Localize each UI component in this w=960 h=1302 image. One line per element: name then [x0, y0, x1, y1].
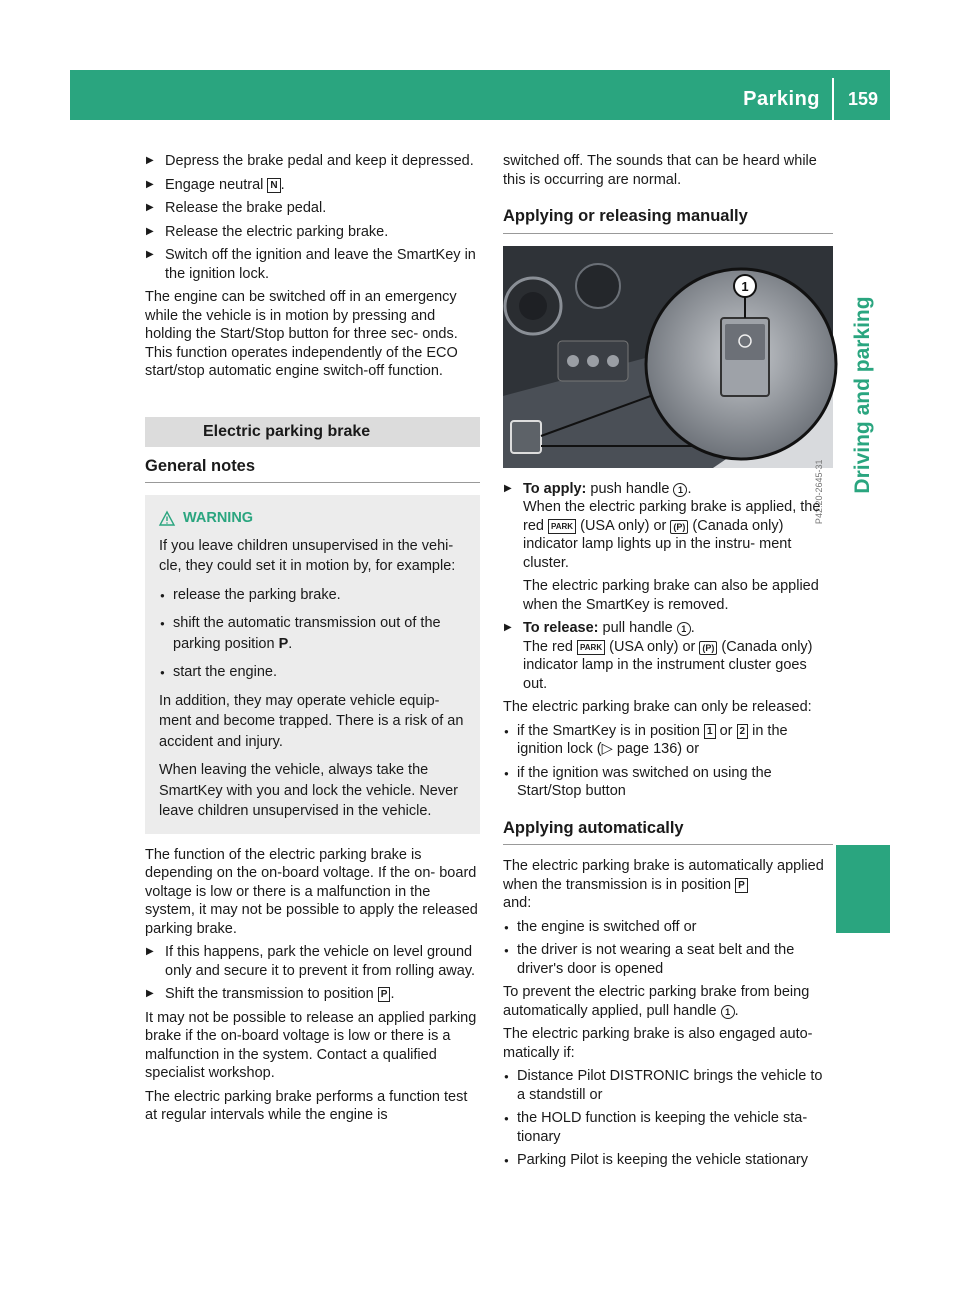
- canada-brake-lamp-icon: (P): [670, 520, 688, 534]
- callout-1-icon: 1: [721, 1005, 735, 1019]
- paragraph: It may not be possible to release an applied parking brake if the on-board voltage is low or there is a malfunction in the system. Contact a qualified specialist workshop.: [145, 1009, 477, 1081]
- warning-paragraph: In addition, they may operate vehicle equip- ment and become trapped. There is a risk of an accident and injury.: [159, 692, 464, 750]
- chapter-label: Driving and parking: [851, 296, 874, 494]
- paragraph: switched off. The sounds that can be heard while this is occurring are normal.: [503, 153, 817, 188]
- cockpit-illustration: [503, 246, 833, 468]
- paragraph: The electric parking brake performs a function test at regular intervals while the engine is: [145, 1088, 468, 1123]
- warning-bullet: ● start the engine.: [159, 662, 470, 683]
- paragraph: The electric parking brake can only be released:: [503, 699, 812, 715]
- step: ▶ Release the brake pedal.: [145, 199, 480, 218]
- subsection-heading: Applying or releasing manually: [503, 207, 833, 234]
- image-code: P42.20-2645-31: [814, 459, 825, 525]
- auto-condition: ● the driver is not wearing a seat belt and the driver's door is opened: [503, 941, 833, 978]
- key-position-1: 1: [704, 724, 716, 739]
- canada-brake-lamp-icon: (P): [699, 641, 717, 655]
- step: ▶ If this happens, park the vehicle on level ground only and secure it to prevent it from rolling away.: [145, 943, 480, 980]
- header-divider: [832, 78, 834, 120]
- paragraph: The engine can be switched off in an emergency while the vehicle is in motion by pressing and holding the Start/Stop button for three sec- onds. This function operates independently of the ECO start/stop automatic engine switch-off function.: [145, 289, 458, 379]
- page-ref-arrow-icon: ▷: [601, 741, 613, 757]
- warning-title: WARNING: [159, 509, 470, 528]
- chapter-marker-block: [836, 845, 890, 933]
- chapter-side-tab: [836, 290, 890, 500]
- paragraph: The electric parking brake is also engaged auto- matically if:: [503, 1026, 813, 1061]
- section-heading: Electric parking brake: [145, 417, 480, 447]
- warning-box: [145, 495, 480, 834]
- callout-1-icon: 1: [673, 483, 687, 497]
- right-column: [503, 152, 833, 1175]
- auto-engage-condition: ● Parking Pilot is keeping the vehicle stationary: [503, 1151, 833, 1170]
- auto-condition: ● the engine is switched off or: [503, 918, 833, 937]
- step: ▶ Depress the brake pedal and keep it depressed.: [145, 152, 480, 171]
- step: ▶ Switch off the ignition and leave the SmartKey in the ignition lock.: [145, 246, 480, 283]
- release-condition: ● if the ignition was switched on using the Start/Stop button: [503, 764, 833, 801]
- warning-intro: If you leave children unsupervised in the vehi- cle, they could set it in motion by, for example:: [159, 537, 456, 574]
- step-apply: ▶ To apply: push handle 1 . When the electric parking brake is applied, the red PARK (USA only) or (P) (Canada only) indicator lamp lights up in the instru- ment cluster. The electric parking brake can also be applied when the SmartKey is removed.: [503, 480, 833, 615]
- park-position-symbol: P: [378, 987, 391, 1002]
- step-release: ▶ To release: pull handle 1 . The red PARK (USA only) or (P) (Canada only) indicator lamp in the instrument cluster goes out.: [503, 619, 833, 693]
- key-position-2: 2: [737, 724, 749, 739]
- svg-text:1: 1: [741, 278, 749, 294]
- page-number: 159: [847, 89, 878, 109]
- left-column: [145, 152, 480, 1130]
- page-header: [70, 70, 890, 120]
- header-title: Parking: [743, 88, 820, 110]
- park-position-symbol: P: [735, 878, 748, 893]
- park-lamp-icon: PARK: [577, 640, 605, 655]
- paragraph: The electric parking brake is automatically applied when the transmission is in position P and:: [503, 858, 824, 911]
- neutral-symbol: N: [267, 178, 280, 193]
- warning-bullet: ● release the parking brake.: [159, 585, 470, 606]
- callout-1-icon: 1: [677, 622, 691, 636]
- warning-bullet: ● shift the automatic transmission out of the parking position P.: [159, 613, 470, 654]
- paragraph: To prevent the electric parking brake from being automatically applied, pull handle 1 .: [503, 984, 810, 1019]
- parking-brake-photo: [503, 246, 833, 525]
- subsection-heading: General notes: [145, 457, 480, 484]
- page-reference-link[interactable]: page 136) or: [616, 741, 700, 757]
- warning-paragraph: When leaving the vehicle, always take the SmartKey with you and lock the vehicle. Never leave children unsupervised in the vehicle.: [159, 762, 458, 819]
- step: ▶ Release the electric parking brake.: [145, 223, 480, 242]
- auto-engage-condition: ● the HOLD function is keeping the vehicle sta- tionary: [503, 1109, 833, 1146]
- subsection-heading: Applying automatically: [503, 819, 833, 846]
- warning-triangle-icon: [159, 511, 175, 526]
- auto-engage-condition: ● Distance Pilot DISTRONIC brings the vehicle to a standstill or: [503, 1067, 833, 1104]
- step: ▶ Shift the transmission to position P .: [145, 985, 480, 1004]
- step: ▶ Engage neutral N .: [145, 176, 480, 195]
- release-condition: ● if the SmartKey is in position 1 or 2 in the ignition lock (▷ page 136) or: [503, 722, 833, 759]
- paragraph: The function of the electric parking brake is depending on the on-board voltage. If the on- board voltage is low or there is a malfunction in the system, it may not be possible to apply the released parking brake.: [145, 846, 478, 937]
- park-lamp-icon: PARK: [548, 519, 576, 534]
